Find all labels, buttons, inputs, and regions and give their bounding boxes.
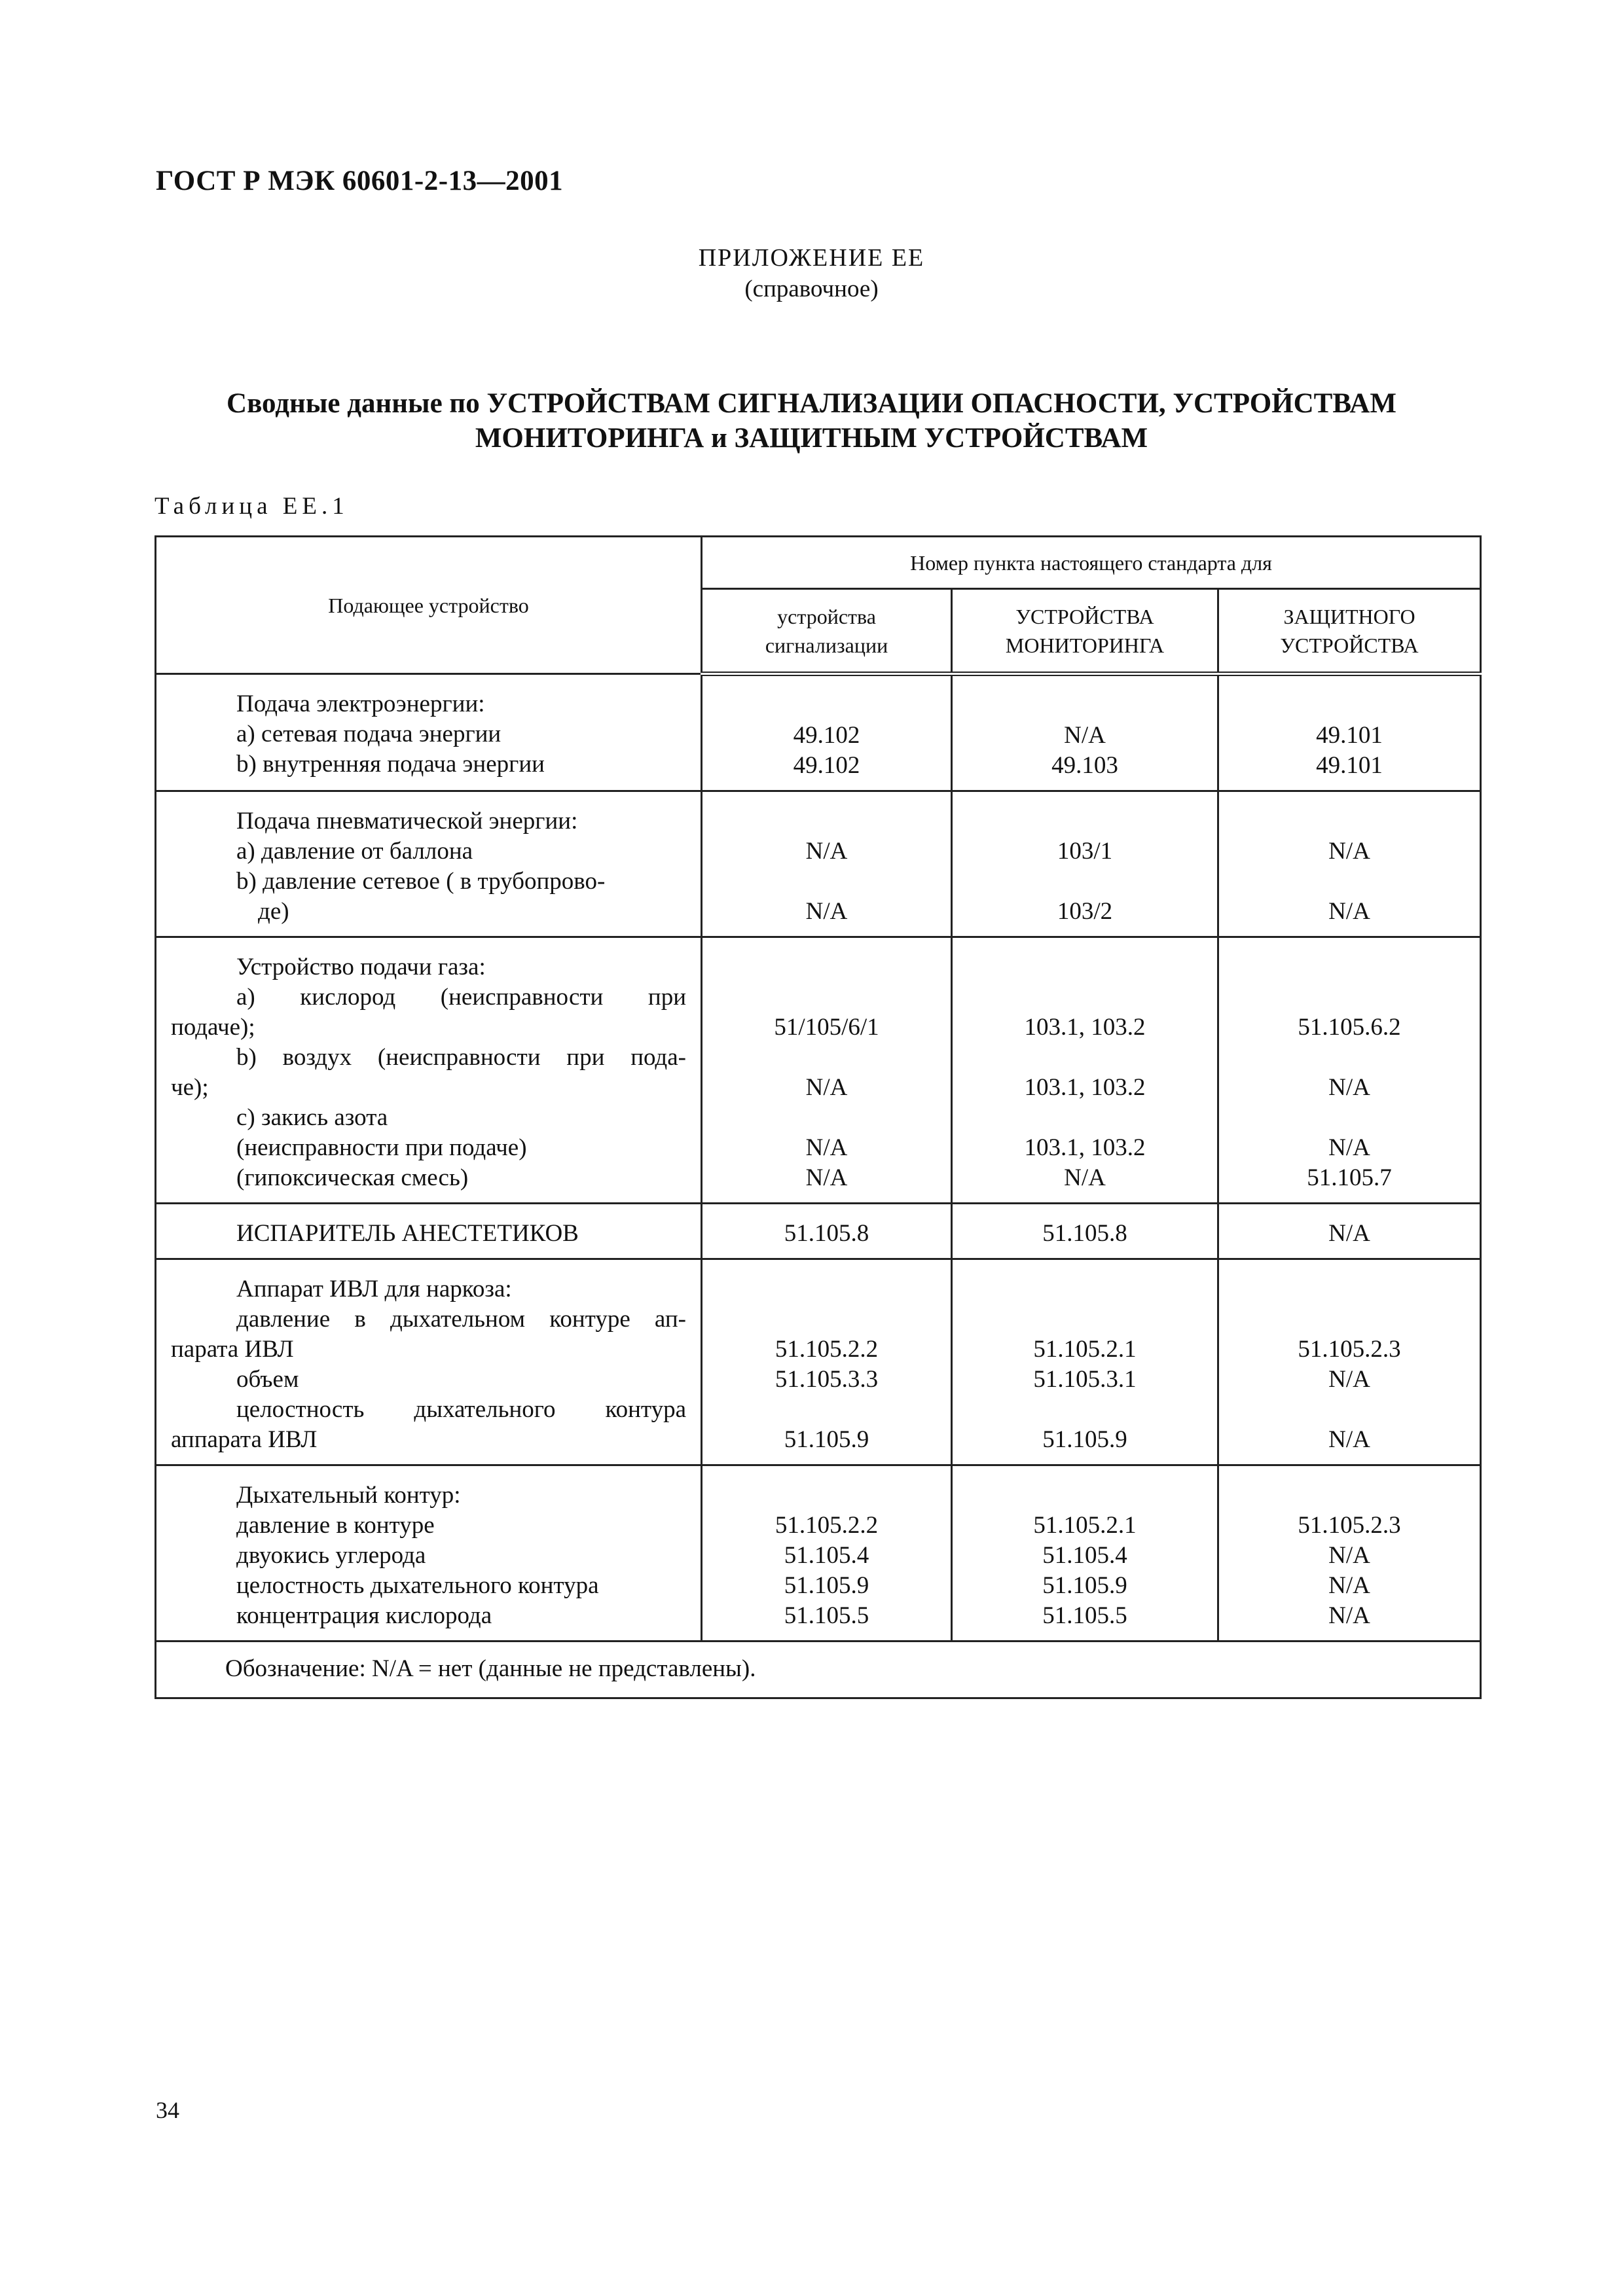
value-line: 49.101 bbox=[1316, 722, 1383, 749]
device-line: Подача пневматической энергии: bbox=[236, 808, 578, 834]
value-line: 51.105.4 bbox=[784, 1542, 869, 1569]
value-line: N/A bbox=[1328, 1426, 1370, 1453]
annex-title: ПРИЛОЖЕНИЕ ЕЕ bbox=[698, 244, 925, 272]
cell-monitor bbox=[952, 791, 1218, 937]
value-line: 51.105.9 bbox=[784, 1426, 869, 1453]
value-line bbox=[717, 1043, 936, 1073]
header-protect-line-1: ЗАЩИТНОГО bbox=[1283, 604, 1415, 628]
value-line bbox=[967, 1395, 1203, 1425]
value-line: N/A bbox=[1328, 1572, 1370, 1599]
device-line: а) кислород (неисправности при bbox=[236, 984, 686, 1011]
device-line: парата ИВЛ bbox=[171, 1336, 294, 1363]
table-row bbox=[156, 937, 1481, 1204]
table-row bbox=[156, 1465, 1481, 1641]
value-line: 49.103 bbox=[1051, 752, 1118, 779]
value-line: 51.105.3.3 bbox=[775, 1366, 879, 1393]
value-line: N/A bbox=[1328, 1542, 1370, 1569]
device-line: Дыхательный контур: bbox=[236, 1482, 461, 1509]
cell-protect bbox=[1218, 1259, 1481, 1465]
value-line: N/A bbox=[1328, 1134, 1370, 1161]
table-row bbox=[156, 674, 1481, 791]
device-line: ИСПАРИТЕЛЬ АНЕСТЕТИКОВ bbox=[236, 1220, 579, 1247]
cell-protect bbox=[1218, 674, 1481, 791]
value-line: 51.105.2.1 bbox=[1033, 1336, 1137, 1363]
device-line: Устройство подачи газа: bbox=[236, 954, 486, 980]
device-line: подаче); bbox=[171, 1014, 255, 1041]
value-line bbox=[967, 982, 1203, 1013]
cell-device bbox=[156, 1204, 702, 1259]
value-line: 51.105.4 bbox=[1042, 1542, 1127, 1569]
value-line: 103.1, 103.2 bbox=[1024, 1014, 1146, 1041]
cell-protect bbox=[1218, 1204, 1481, 1259]
cell-monitor bbox=[952, 674, 1218, 791]
value-line bbox=[967, 1043, 1203, 1073]
value-line bbox=[967, 867, 1203, 897]
value-line bbox=[1233, 806, 1465, 836]
cell-protect bbox=[1218, 1465, 1481, 1641]
header-monitor-line-1: УСТРОЙСТВА bbox=[1015, 604, 1154, 628]
value-line bbox=[717, 1304, 936, 1335]
value-line: N/A bbox=[1064, 722, 1106, 749]
header-alarm-line-2: сигнализации bbox=[765, 633, 888, 657]
page-number: 34 bbox=[156, 2097, 179, 2123]
value-line bbox=[717, 952, 936, 982]
table-row bbox=[156, 1204, 1481, 1259]
value-line: 51.105.2.1 bbox=[1033, 1512, 1137, 1539]
summary-table-container bbox=[155, 535, 1480, 1699]
value-line bbox=[967, 1103, 1203, 1133]
value-line bbox=[967, 1274, 1203, 1304]
value-line: N/A bbox=[805, 1134, 848, 1161]
device-line: b) воздух (неисправности при пода- bbox=[236, 1044, 686, 1071]
device-line: целостность дыхательного контура bbox=[236, 1572, 599, 1599]
value-line bbox=[967, 1304, 1203, 1335]
device-line: b) давление сетевое ( в трубопрово- bbox=[236, 868, 606, 895]
value-line: 51.105.2.3 bbox=[1298, 1512, 1401, 1539]
device-line: концентрация кислорода bbox=[236, 1602, 492, 1629]
value-line: 51.105.2.2 bbox=[775, 1336, 879, 1363]
value-line: N/A bbox=[805, 1164, 848, 1191]
value-line: 51.105.9 bbox=[1042, 1572, 1127, 1599]
value-line bbox=[717, 1395, 936, 1425]
cell-alarm bbox=[702, 674, 952, 791]
cell-alarm bbox=[702, 1259, 952, 1465]
table-body bbox=[156, 674, 1481, 1641]
value-line: 103.1, 103.2 bbox=[1024, 1074, 1146, 1101]
cell-protect bbox=[1218, 937, 1481, 1204]
value-line: 103/1 bbox=[1057, 838, 1113, 865]
header-alarm bbox=[702, 589, 952, 674]
value-line bbox=[1233, 982, 1465, 1013]
table-row bbox=[156, 1259, 1481, 1465]
device-line: с) закись азота bbox=[236, 1104, 388, 1131]
value-line bbox=[717, 982, 936, 1013]
value-line: N/A bbox=[1328, 838, 1370, 865]
value-line bbox=[1233, 867, 1465, 897]
device-line: давление в дыхательном контуре ап- bbox=[236, 1306, 686, 1333]
value-line bbox=[1233, 1103, 1465, 1133]
value-line: 51/105/6/1 bbox=[774, 1014, 879, 1041]
cell-protect bbox=[1218, 791, 1481, 937]
cell-alarm bbox=[702, 791, 952, 937]
value-line bbox=[717, 1480, 936, 1511]
value-line: N/A bbox=[1328, 1602, 1370, 1629]
header-monitor-line-2: МОНИТОРИНГА bbox=[1005, 633, 1165, 657]
value-line: 51.105.9 bbox=[784, 1572, 869, 1599]
device-line: аппарата ИВЛ bbox=[171, 1426, 318, 1453]
cell-alarm bbox=[702, 937, 952, 1204]
cell-alarm bbox=[702, 1465, 952, 1641]
value-line bbox=[967, 952, 1203, 982]
value-line: 51.105.7 bbox=[1307, 1164, 1392, 1191]
header-alarm-line-1: устройства bbox=[777, 604, 876, 628]
device-line: че); bbox=[171, 1074, 209, 1101]
device-line: b) внутренняя подача энергии bbox=[236, 751, 545, 778]
cell-device bbox=[156, 937, 702, 1204]
value-line bbox=[967, 1480, 1203, 1511]
value-line: N/A bbox=[1328, 898, 1370, 925]
value-line: 51.105.2.3 bbox=[1298, 1336, 1401, 1363]
device-line: Аппарат ИВЛ для наркоза: bbox=[236, 1276, 512, 1302]
cell-device bbox=[156, 1465, 702, 1641]
document-code: ГОСТ Р МЭК 60601-2-13—2001 bbox=[156, 166, 564, 196]
cell-alarm bbox=[702, 1204, 952, 1259]
value-line bbox=[1233, 1274, 1465, 1304]
value-line: 51.105.8 bbox=[1042, 1220, 1127, 1247]
device-line: давление в контуре bbox=[236, 1512, 435, 1539]
value-line: 49.101 bbox=[1316, 752, 1383, 779]
value-line: N/A bbox=[1328, 1366, 1370, 1393]
device-line: а) давление от баллона bbox=[236, 838, 473, 865]
table-note: Обозначение: N/A = нет (данные не представлены). bbox=[156, 1641, 1481, 1698]
value-line bbox=[717, 867, 936, 897]
page-title-line-1: Сводные данные по УСТРОЙСТВАМ СИГНАЛИЗАЦИИ ОПАСНОСТИ, УСТРОЙСТВАМ bbox=[227, 388, 1396, 419]
cell-monitor bbox=[952, 1204, 1218, 1259]
value-line: 51.105.6.2 bbox=[1298, 1014, 1401, 1041]
annex-type: (справочное) bbox=[744, 276, 879, 302]
header-monitor bbox=[952, 589, 1218, 674]
summary-table bbox=[155, 535, 1482, 1699]
value-line: 51.105.2.2 bbox=[775, 1512, 879, 1539]
value-line: 51.105.9 bbox=[1042, 1426, 1127, 1453]
value-line bbox=[1233, 1043, 1465, 1073]
cell-device bbox=[156, 1259, 702, 1465]
value-line bbox=[967, 691, 1203, 721]
value-line: 51.105.3.1 bbox=[1033, 1366, 1137, 1393]
device-line: двуокись углерода bbox=[236, 1542, 426, 1569]
cell-monitor bbox=[952, 1465, 1218, 1641]
value-line bbox=[717, 691, 936, 721]
cell-monitor bbox=[952, 937, 1218, 1204]
value-line: N/A bbox=[1328, 1220, 1370, 1247]
value-line bbox=[1233, 1395, 1465, 1425]
value-line: N/A bbox=[805, 1074, 848, 1101]
value-line: 103.1, 103.2 bbox=[1024, 1134, 1146, 1161]
value-line bbox=[967, 806, 1203, 836]
value-line bbox=[1233, 1480, 1465, 1511]
device-line: целостность дыхательного контура bbox=[236, 1396, 686, 1423]
table-row bbox=[156, 791, 1481, 937]
value-line bbox=[1233, 952, 1465, 982]
value-line: 49.102 bbox=[793, 752, 860, 779]
device-line: Подача электроэнергии: bbox=[236, 691, 485, 717]
device-line: (гипоксическая смесь) bbox=[236, 1164, 469, 1191]
device-line: а) сетевая подача энергии bbox=[236, 721, 501, 747]
value-line bbox=[717, 806, 936, 836]
value-line bbox=[1233, 1304, 1465, 1335]
header-protect bbox=[1218, 589, 1481, 674]
value-line: 51.105.5 bbox=[784, 1602, 869, 1629]
device-line: де) bbox=[258, 898, 289, 925]
value-line bbox=[717, 1274, 936, 1304]
value-line bbox=[717, 1103, 936, 1133]
device-line: объем bbox=[236, 1366, 299, 1393]
header-group: Номер пункта настоящего стандарта для bbox=[702, 537, 1481, 589]
value-line: 49.102 bbox=[793, 722, 860, 749]
cell-device bbox=[156, 674, 702, 791]
cell-device bbox=[156, 791, 702, 937]
value-line: N/A bbox=[805, 898, 848, 925]
cell-monitor bbox=[952, 1259, 1218, 1465]
value-line: N/A bbox=[805, 838, 848, 865]
value-line: 51.105.5 bbox=[1042, 1602, 1127, 1629]
value-line: N/A bbox=[1328, 1074, 1370, 1101]
value-line: N/A bbox=[1064, 1164, 1106, 1191]
value-line: 51.105.8 bbox=[784, 1220, 869, 1247]
value-line: 103/2 bbox=[1057, 898, 1113, 925]
header-device: Подающее устройство bbox=[156, 537, 702, 674]
header-protect-line-2: УСТРОЙСТВА bbox=[1280, 633, 1419, 657]
page-title-line-2: МОНИТОРИНГА и ЗАЩИТНЫМ УСТРОЙСТВАМ bbox=[475, 423, 1148, 454]
table-label: Таблица ЕЕ.1 bbox=[155, 493, 349, 520]
value-line bbox=[1233, 691, 1465, 721]
device-line: (неисправности при подаче) bbox=[236, 1134, 527, 1161]
